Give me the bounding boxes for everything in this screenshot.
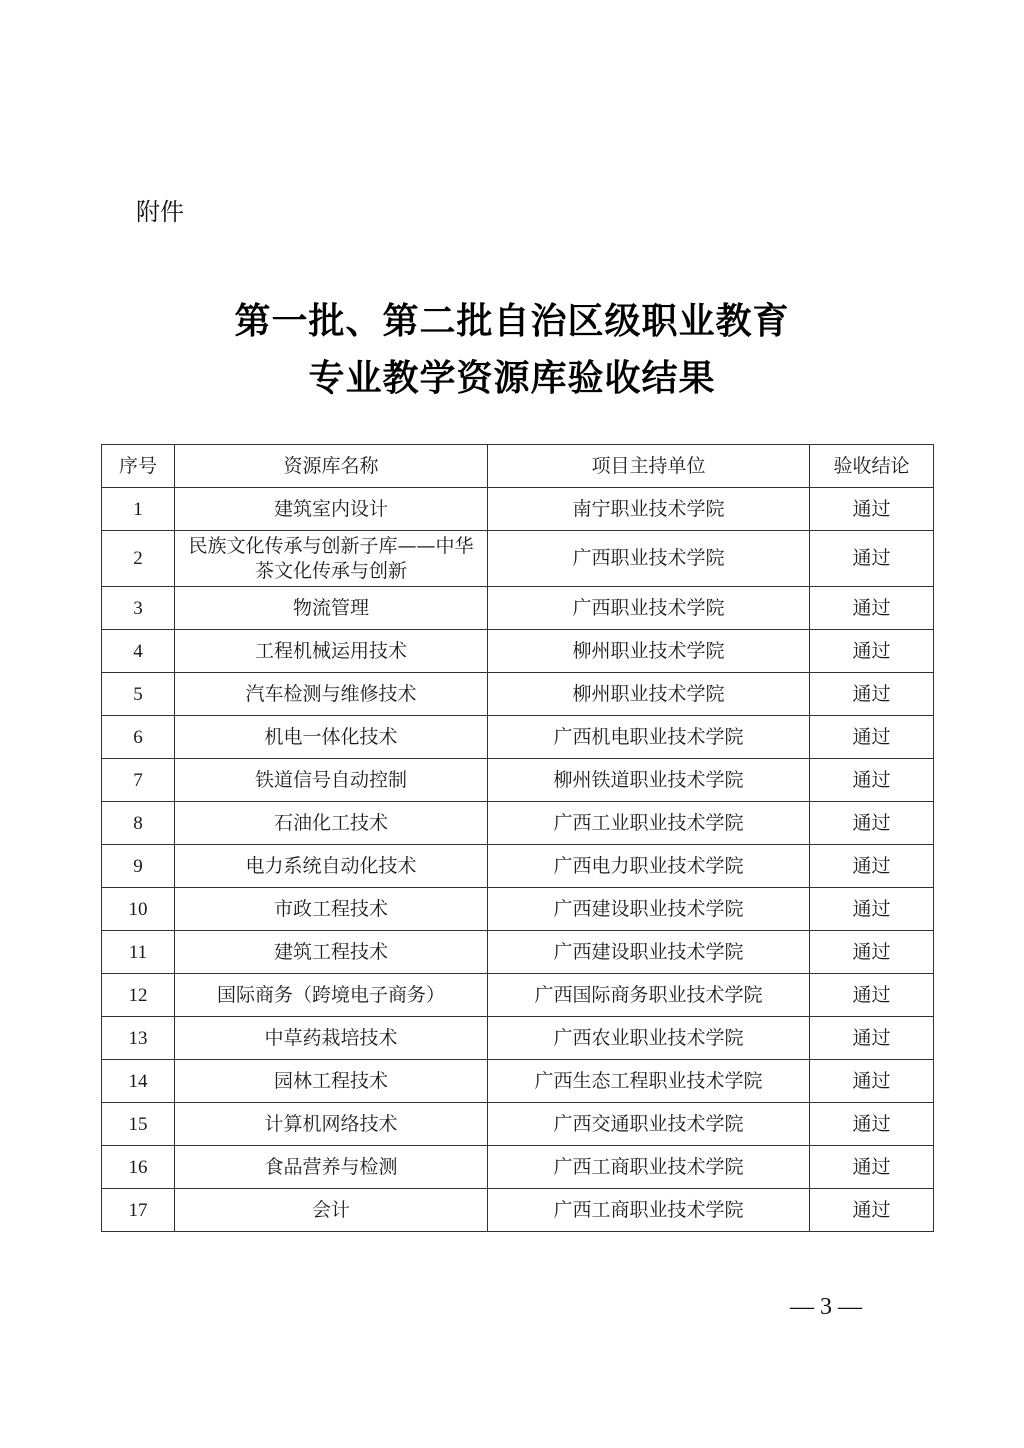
cell-unit: 南宁职业技术学院: [488, 488, 810, 531]
cell-seq: 7: [102, 759, 175, 802]
cell-result: 通过: [810, 931, 934, 974]
cell-unit: 广西建设职业技术学院: [488, 931, 810, 974]
cell-result: 通过: [810, 845, 934, 888]
table-row: [102, 759, 934, 802]
table-row: [102, 630, 934, 673]
cell-name: 园林工程技术: [175, 1060, 488, 1103]
cell-unit: 广西交通职业技术学院: [488, 1103, 810, 1146]
table-row: [102, 1103, 934, 1146]
cell-unit: 广西工商职业技术学院: [488, 1146, 810, 1189]
cell-result: 通过: [810, 759, 934, 802]
cell-name: 计算机网络技术: [175, 1103, 488, 1146]
cell-seq: 10: [102, 888, 175, 931]
table-row: [102, 931, 934, 974]
cell-result: 通过: [810, 1017, 934, 1060]
cell-unit: 广西机电职业技术学院: [488, 716, 810, 759]
cell-seq: 3: [102, 587, 175, 630]
cell-seq: 9: [102, 845, 175, 888]
cell-result: 通过: [810, 888, 934, 931]
cell-name: 建筑室内设计: [175, 488, 488, 531]
acceptance-results-table: [101, 444, 934, 1232]
cell-seq: 13: [102, 1017, 175, 1060]
cell-unit: 柳州铁道职业技术学院: [488, 759, 810, 802]
table-row: [102, 1017, 934, 1060]
cell-result: 通过: [810, 630, 934, 673]
cell-name: 物流管理: [175, 587, 488, 630]
cell-name: 铁道信号自动控制: [175, 759, 488, 802]
cell-seq: 6: [102, 716, 175, 759]
cell-seq: 11: [102, 931, 175, 974]
table-row: [102, 488, 934, 531]
table-row: [102, 802, 934, 845]
cell-seq: 12: [102, 974, 175, 1017]
header-seq: 序号: [102, 445, 175, 488]
table-row: [102, 531, 934, 587]
cell-unit: 广西工商职业技术学院: [488, 1189, 810, 1232]
cell-result: 通过: [810, 673, 934, 716]
cell-result: 通过: [810, 488, 934, 531]
cell-unit: 广西国际商务职业技术学院: [488, 974, 810, 1017]
cell-seq: 17: [102, 1189, 175, 1232]
cell-name: 会计: [175, 1189, 488, 1232]
cell-seq: 16: [102, 1146, 175, 1189]
table-row: [102, 1146, 934, 1189]
cell-result: 通过: [810, 587, 934, 630]
table-row: [102, 888, 934, 931]
page-number: — 3 —: [790, 1294, 862, 1320]
cell-seq: 2: [102, 531, 175, 587]
cell-unit: 广西建设职业技术学院: [488, 888, 810, 931]
header-unit: 项目主持单位: [488, 445, 810, 488]
cell-name: 市政工程技术: [175, 888, 488, 931]
cell-unit: 广西工业职业技术学院: [488, 802, 810, 845]
cell-seq: 14: [102, 1060, 175, 1103]
cell-name: 机电一体化技术: [175, 716, 488, 759]
cell-seq: 8: [102, 802, 175, 845]
header-result: 验收结论: [810, 445, 934, 488]
attachment-label: 附件: [136, 198, 184, 226]
cell-unit: 广西电力职业技术学院: [488, 845, 810, 888]
header-name: 资源库名称: [175, 445, 488, 488]
cell-unit: 广西职业技术学院: [488, 531, 810, 587]
cell-unit: 广西农业职业技术学院: [488, 1017, 810, 1060]
cell-name: 中草药栽培技术: [175, 1017, 488, 1060]
cell-seq: 4: [102, 630, 175, 673]
table-row: [102, 716, 934, 759]
cell-result: 通过: [810, 1146, 934, 1189]
cell-unit: 广西生态工程职业技术学院: [488, 1060, 810, 1103]
cell-result: 通过: [810, 1060, 934, 1103]
cell-result: 通过: [810, 1189, 934, 1232]
table-row: [102, 587, 934, 630]
table-header-row: [102, 445, 934, 488]
cell-name: 石油化工技术: [175, 802, 488, 845]
table-row: [102, 1060, 934, 1103]
cell-seq: 5: [102, 673, 175, 716]
table-row: [102, 1189, 934, 1232]
cell-seq: 15: [102, 1103, 175, 1146]
cell-name: 国际商务（跨境电子商务）: [175, 974, 488, 1017]
table-row: [102, 845, 934, 888]
cell-unit: 广西职业技术学院: [488, 587, 810, 630]
cell-name: 民族文化传承与创新子库——中华茶文化传承与创新: [175, 531, 488, 587]
cell-unit: 柳州职业技术学院: [488, 673, 810, 716]
cell-result: 通过: [810, 802, 934, 845]
cell-result: 通过: [810, 1103, 934, 1146]
cell-result: 通过: [810, 531, 934, 587]
table-row: [102, 673, 934, 716]
document-title-line-1: 第一批、第二批自治区级职业教育: [234, 301, 790, 342]
table-row: [102, 974, 934, 1017]
cell-name: 电力系统自动化技术: [175, 845, 488, 888]
cell-name: 汽车检测与维修技术: [175, 673, 488, 716]
cell-name: 建筑工程技术: [175, 931, 488, 974]
cell-seq: 1: [102, 488, 175, 531]
cell-name: 工程机械运用技术: [175, 630, 488, 673]
cell-result: 通过: [810, 974, 934, 1017]
document-title-line-2: 专业教学资源库验收结果: [308, 358, 716, 399]
cell-name: 食品营养与检测: [175, 1146, 488, 1189]
cell-result: 通过: [810, 716, 934, 759]
cell-unit: 柳州职业技术学院: [488, 630, 810, 673]
